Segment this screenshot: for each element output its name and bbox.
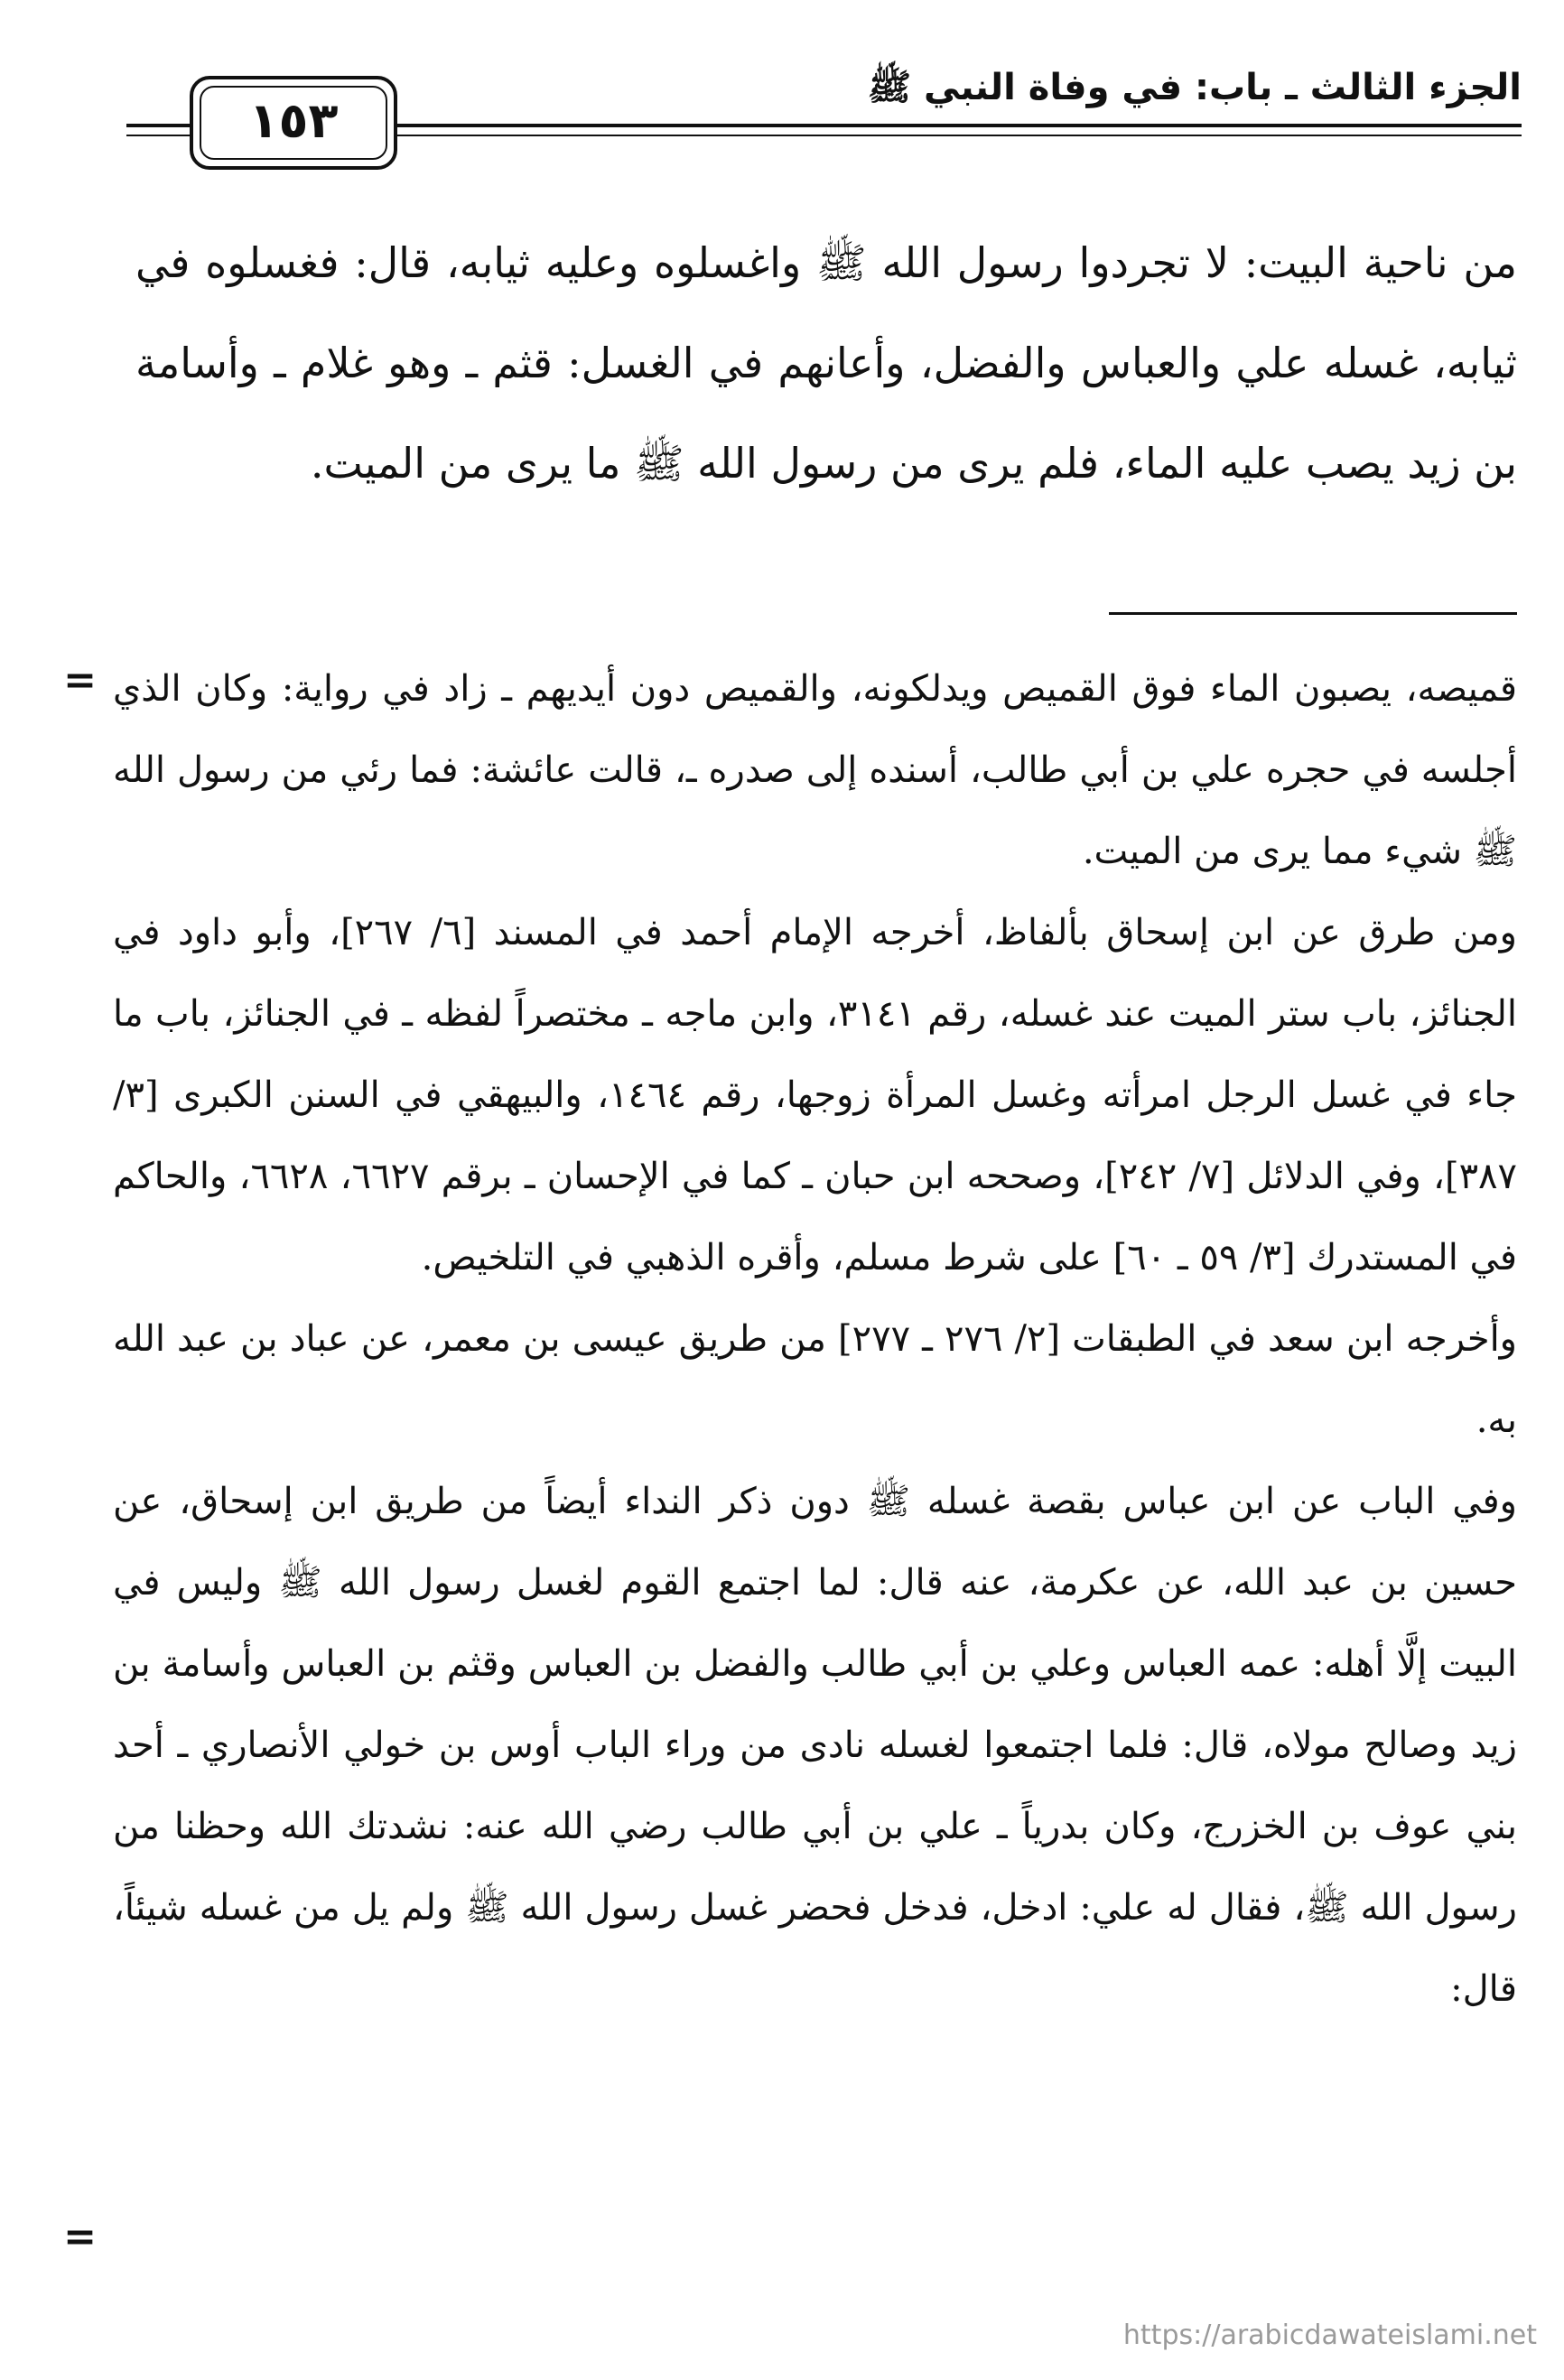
footnotes — [113, 648, 1517, 2030]
watermark-url: https://arabicdawateislami.net — [1122, 2320, 1537, 2351]
footnote-continuation-mark-bottom: = — [63, 2214, 97, 2260]
footnote-paragraph: وأخرجه ابن سعد في الطبقات [٢/ ٢٧٦ ـ ٢٧٧] من طريق عيسى بن معمر، عن عباد بن عبد الله به. — [113, 1318, 1518, 1441]
footnote-separator — [1109, 612, 1517, 615]
footnote-continuation-mark-top: = — [63, 657, 97, 703]
page-number: ١٥٣ — [248, 92, 339, 149]
page-header — [126, 56, 1522, 164]
footnote-paragraph: ومن طرق عن ابن إسحاق بألفاظ، أخرجه الإمام أحمد في المسند [٦/ ٢٦٧]، وأبو داود في الجنائز، باب ستر الميت عند غسله، رقم ٣١٤١، وابن ماجه ـ مختصراً لفظه ـ في الجنائز، باب ما جاء في غسل الرجل امرأته وغسل المرأة زوجها، رقم ١٤٦٤، والبيهقي في السنن الكبرى [٣/ ٣٨٧]، وفي الدلائل [٧/ ٢٤٢]، وصححه ابن حبان ـ كما في الإحسان ـ برقم ٦٦٢٧، ٦٦٢٨، والحاكم في المستدرك [٣/ ٥٩ ـ ٦٠] على شرط مسلم، وأقره الذهبي في التلخيص. — [113, 912, 1518, 1278]
running-title: الجزء الثالث ـ باب: في وفاة النبي ﷺ — [867, 67, 1522, 108]
footnote-paragraph: وفي الباب عن ابن عباس بقصة غسله ﷺ دون ذكر النداء أيضاً من طريق ابن إسحاق، عن حسين بن عبد الله، عن عكرمة، عنه قال: لما اجتمع القوم لغسل رسول الله ﷺ وليس في البيت إلَّا أهله: عمه العباس وعلي بن أبي طالب والفضل بن العباس وقثم بن العباس وأسامة بن زيد وصالح مولاه، قال: فلما اجتمعوا لغسله نادى من وراء الباب أوس بن خولي الأنصاري ـ أحد بني عوف بن الخزرج، وكان بدرياً ـ علي بن أبي طالب رضي الله عنه: نشدتك الله وحظنا من رسول الله ﷺ، فقال له علي: ادخل، فدخل فحضر غسل رسول الله ﷺ ولم يل من غسله شيئاً، قال: — [113, 1481, 1517, 2010]
main-text: من ناحية البيت: لا تجردوا رسول الله ﷺ واغسلوه وعليه ثيابه، قال: فغسلوه في ثيابه، غسله علي والعباس والفضل، وأعانهم في الغسل: قثم ـ وهو غلام ـ وأسامة بن زيد يصب عليه الماء، فلم يرى من رسول الله ﷺ ما يرى من الميت. — [135, 238, 1517, 488]
footnote-paragraph: قميصه، يصبون الماء فوق القميص ويدلكونه، والقميص دون أيديهم ـ زاد في رواية: وكان الذي أجلسه في حجره علي بن أبي طالب، أسنده إلى صدره ـ، قالت عائشة: فما رئي من رسول الله ﷺ شيء مما يرى من الميت. — [113, 668, 1518, 872]
page-number-frame — [190, 76, 397, 170]
